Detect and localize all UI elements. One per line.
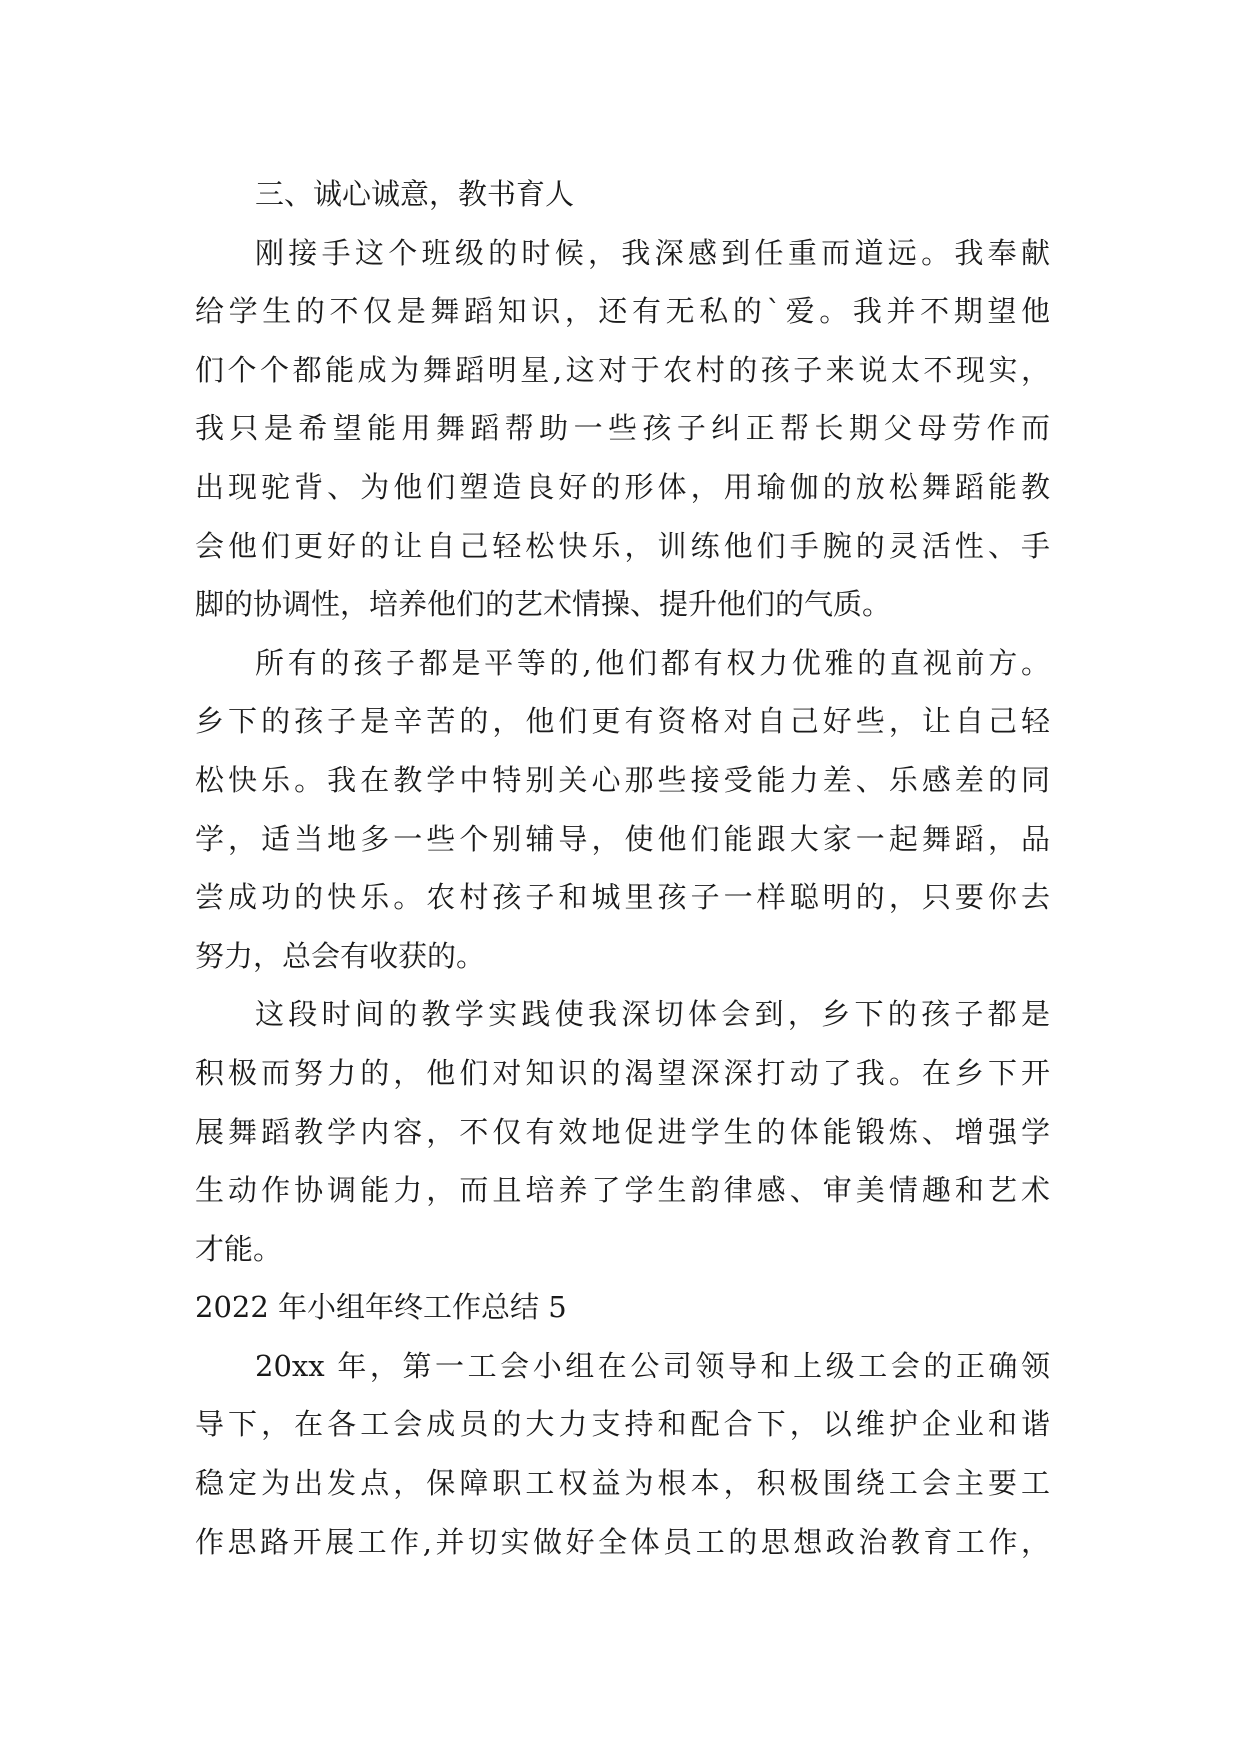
paragraph-line: 乡下的孩子是辛苦的，他们更有资格对自己好些，让自己轻 (195, 704, 1050, 739)
paragraph-line: 脚的协调性，培养他们的艺术情操、提升他们的气质。 (195, 587, 892, 622)
paragraph-line: 所有的孩子都是平等的,他们都有权力优雅的直视前方。 (255, 645, 1050, 680)
paragraph-line: 们个个都能成为舞蹈明星,这对于农村的孩子来说太不现实， (195, 352, 1050, 387)
paragraph-3 (195, 985, 1050, 1278)
paragraph-line: 才能。 (195, 1231, 283, 1266)
paragraph-line: 积极而努力的，他们对知识的渴望深深打动了我。在乡下开 (195, 1055, 1050, 1090)
paragraph-line: 松快乐。我在教学中特别关心那些接受能力差、乐感差的同 (195, 762, 1050, 797)
paragraph-4 (195, 1337, 1050, 1571)
paragraph-line: 给学生的不仅是舞蹈知识，还有无私的`爱。我并不期望他 (195, 294, 1050, 329)
paragraph-line: 稳定为出发点，保障职工权益为根本，积极围绕工会主要工 (195, 1466, 1050, 1501)
paragraph-line: 学，适当地多一些个别辅导，使他们能跟大家一起舞蹈，品 (195, 821, 1050, 856)
paragraph-2 (195, 634, 1050, 986)
paragraph-line: 刚接手这个班级的时候，我深感到任重而道远。我奉献 (255, 235, 1050, 270)
paragraph-line: 作思路开展工作,并切实做好全体员工的思想政治教育工作， (195, 1524, 1050, 1559)
document-page (195, 165, 1050, 1571)
paragraph-1 (195, 224, 1050, 634)
paragraph-line: 20xx 年，第一工会小组在公司领导和上级工会的正确领 (255, 1348, 1050, 1383)
paragraph-line: 这段时间的教学实践使我深切体会到，乡下的孩子都是 (255, 997, 1050, 1032)
paragraph-line: 展舞蹈教学内容，不仅有效地促进学生的体能锻炼、增强学 (195, 1114, 1050, 1149)
paragraph-line: 我只是希望能用舞蹈帮助一些孩子纠正帮长期父母劳作而 (195, 411, 1050, 446)
paragraph-line: 导下，在各工会成员的大力支持和配合下，以维护企业和谐 (195, 1407, 1050, 1442)
paragraph-line: 尝成功的快乐。农村孩子和城里孩子一样聪明的，只要你去 (195, 880, 1050, 915)
paragraph-line: 出现驼背、为他们塑造良好的形体，用瑜伽的放松舞蹈能教 (195, 469, 1050, 504)
paragraph-line: 生动作协调能力，而且培养了学生韵律感、审美情趣和艺术 (195, 1173, 1050, 1208)
paragraph-line: 努力，总会有收获的。 (195, 938, 486, 973)
paragraph-line: 会他们更好的让自己轻松快乐，训练他们手腕的灵活性、手 (195, 528, 1050, 563)
document-title: 2022 年小组年终工作总结 5 (195, 1290, 567, 1325)
section-heading: 三、诚心诚意，教书育人 (255, 177, 575, 211)
